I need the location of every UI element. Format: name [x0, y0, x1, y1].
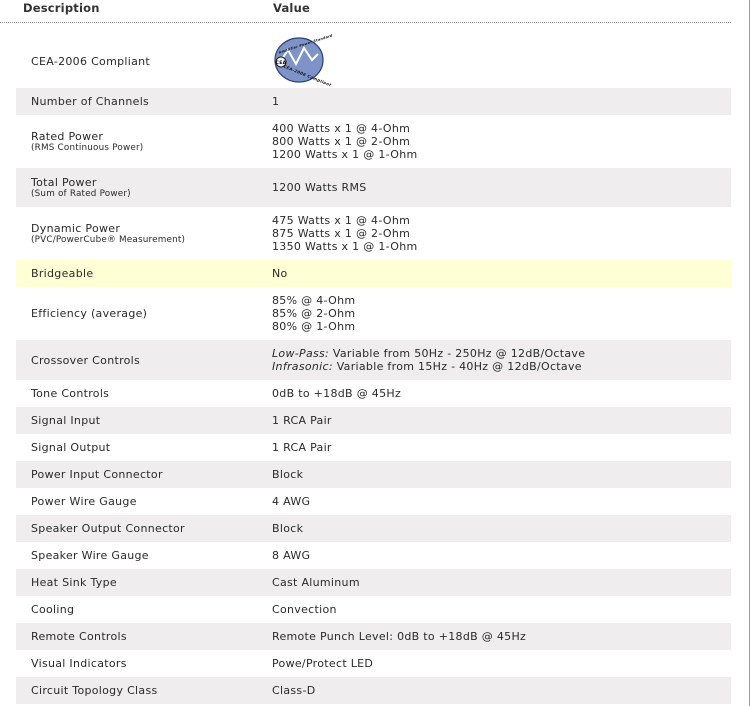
label-efficiency: Efficiency (average): [31, 307, 148, 320]
label-topology: Circuit Topology Class: [31, 684, 158, 697]
label-signal-input: Signal Input: [31, 414, 101, 427]
row-number-of-channels: [16, 88, 731, 115]
value-crossover-infrasonic: [272, 360, 585, 373]
row-circuit-topology: [16, 677, 731, 704]
row-power-input-connector: [16, 461, 731, 488]
value-total-power: 1200 Watts RMS: [272, 181, 367, 194]
value-remote: Remote Punch Level: 0dB to +18dB @ 45Hz: [272, 630, 527, 643]
row-rated-power: [16, 115, 731, 168]
value-efficiency-2ohm: 85% @ 2-Ohm: [272, 307, 356, 320]
row-speaker-wire-gauge: [16, 542, 731, 569]
lowpass-value: Variable from 50Hz - 250Hz @ 12dB/Octave: [329, 347, 586, 360]
row-total-power: [16, 168, 731, 207]
value-dynamic-2ohm: 875 Watts x 1 @ 2-Ohm: [272, 227, 411, 240]
row-signal-input: [16, 407, 731, 434]
spec-table: [16, 34, 731, 704]
value-signal-output: 1 RCA Pair: [272, 441, 332, 454]
label-heat-sink: Heat Sink Type: [31, 576, 117, 589]
header-description: Description: [23, 1, 100, 15]
row-signal-output: [16, 434, 731, 461]
value-rated-4ohm: 400 Watts x 1 @ 4-Ohm: [272, 122, 411, 135]
label-visual-indicators: Visual Indicators: [31, 657, 127, 670]
sublabel-total-power: (Sum of Rated Power): [31, 188, 131, 199]
row-speaker-output-connector: [16, 515, 731, 542]
label-cea-compliant: CEA-2006 Compliant: [31, 54, 151, 68]
value-crossover-lowpass: [272, 347, 585, 360]
label-speaker-gauge: Speaker Wire Gauge: [31, 549, 149, 562]
row-cea-compliant: [16, 34, 731, 88]
label-remote: Remote Controls: [31, 630, 127, 643]
value-rated-2ohm: 800 Watts x 1 @ 2-Ohm: [272, 135, 411, 148]
row-efficiency: [16, 287, 731, 340]
row-dynamic-power: [16, 207, 731, 260]
value-signal-input: 1 RCA Pair: [272, 414, 332, 427]
row-bridgeable: [16, 260, 731, 287]
value-cooling: Convection: [272, 603, 337, 616]
row-heat-sink-type: [16, 569, 731, 596]
logo-mark: CEA: [275, 61, 287, 66]
value-heat-sink: Cast Aluminum: [272, 576, 360, 589]
lowpass-label: Low-Pass:: [272, 347, 330, 360]
value-speaker-connector: Block: [272, 522, 304, 535]
value-channels: 1: [272, 95, 280, 108]
label-speaker-connector: Speaker Output Connector: [31, 522, 185, 535]
row-remote-controls: [16, 623, 731, 650]
row-power-wire-gauge: [16, 488, 731, 515]
label-rated-power: Rated Power: [31, 129, 104, 143]
label-channels: Number of Channels: [31, 95, 150, 108]
header-value: Value: [273, 1, 310, 15]
value-topology: Class-D: [272, 684, 316, 697]
label-cooling: Cooling: [31, 603, 75, 616]
value-dynamic-4ohm: 475 Watts x 1 @ 4-Ohm: [272, 214, 411, 227]
value-speaker-gauge: 8 AWG: [272, 549, 311, 562]
value-power-connector: Block: [272, 468, 304, 481]
row-visual-indicators: [16, 650, 731, 677]
value-efficiency-1ohm: 80% @ 1-Ohm: [272, 320, 356, 333]
label-tone: Tone Controls: [31, 387, 110, 400]
value-rated-1ohm: 1200 Watts x 1 @ 1-Ohm: [272, 148, 418, 161]
label-total-power: Total Power: [31, 175, 97, 189]
table-header: [0, 0, 731, 23]
row-cooling: [16, 596, 731, 623]
cea-2006-logo: [270, 33, 334, 88]
label-bridgeable: Bridgeable: [31, 267, 94, 280]
value-visual-indicators: Powe/Protect LED: [272, 657, 374, 670]
sublabel-rated-power: (RMS Continuous Power): [31, 142, 144, 153]
logo-top-text: Amplifier Power Standard: [278, 33, 334, 55]
infrasonic-label: Infrasonic:: [272, 360, 333, 373]
value-dynamic-1ohm: 1350 Watts x 1 @ 1-Ohm: [272, 240, 418, 253]
label-crossover: Crossover Controls: [31, 353, 141, 367]
row-tone-controls: [16, 380, 731, 407]
logo-bottom-text: CEA-2006 Compliant: [282, 63, 333, 88]
label-power-connector: Power Input Connector: [31, 468, 163, 481]
value-efficiency-4ohm: 85% @ 4-Ohm: [272, 294, 356, 307]
value-tone: 0dB to +18dB @ 45Hz: [272, 387, 402, 400]
label-signal-output: Signal Output: [31, 441, 111, 454]
value-bridgeable: No: [272, 267, 288, 280]
sublabel-dynamic-power: (PVC/PowerCube® Measurement): [31, 234, 186, 245]
row-crossover-controls: [16, 340, 731, 380]
label-power-gauge: Power Wire Gauge: [31, 495, 137, 508]
infrasonic-value: Variable from 15Hz - 40Hz @ 12dB/Octave: [332, 360, 582, 373]
value-power-gauge: 4 AWG: [272, 495, 311, 508]
label-dynamic-power: Dynamic Power: [31, 221, 121, 235]
